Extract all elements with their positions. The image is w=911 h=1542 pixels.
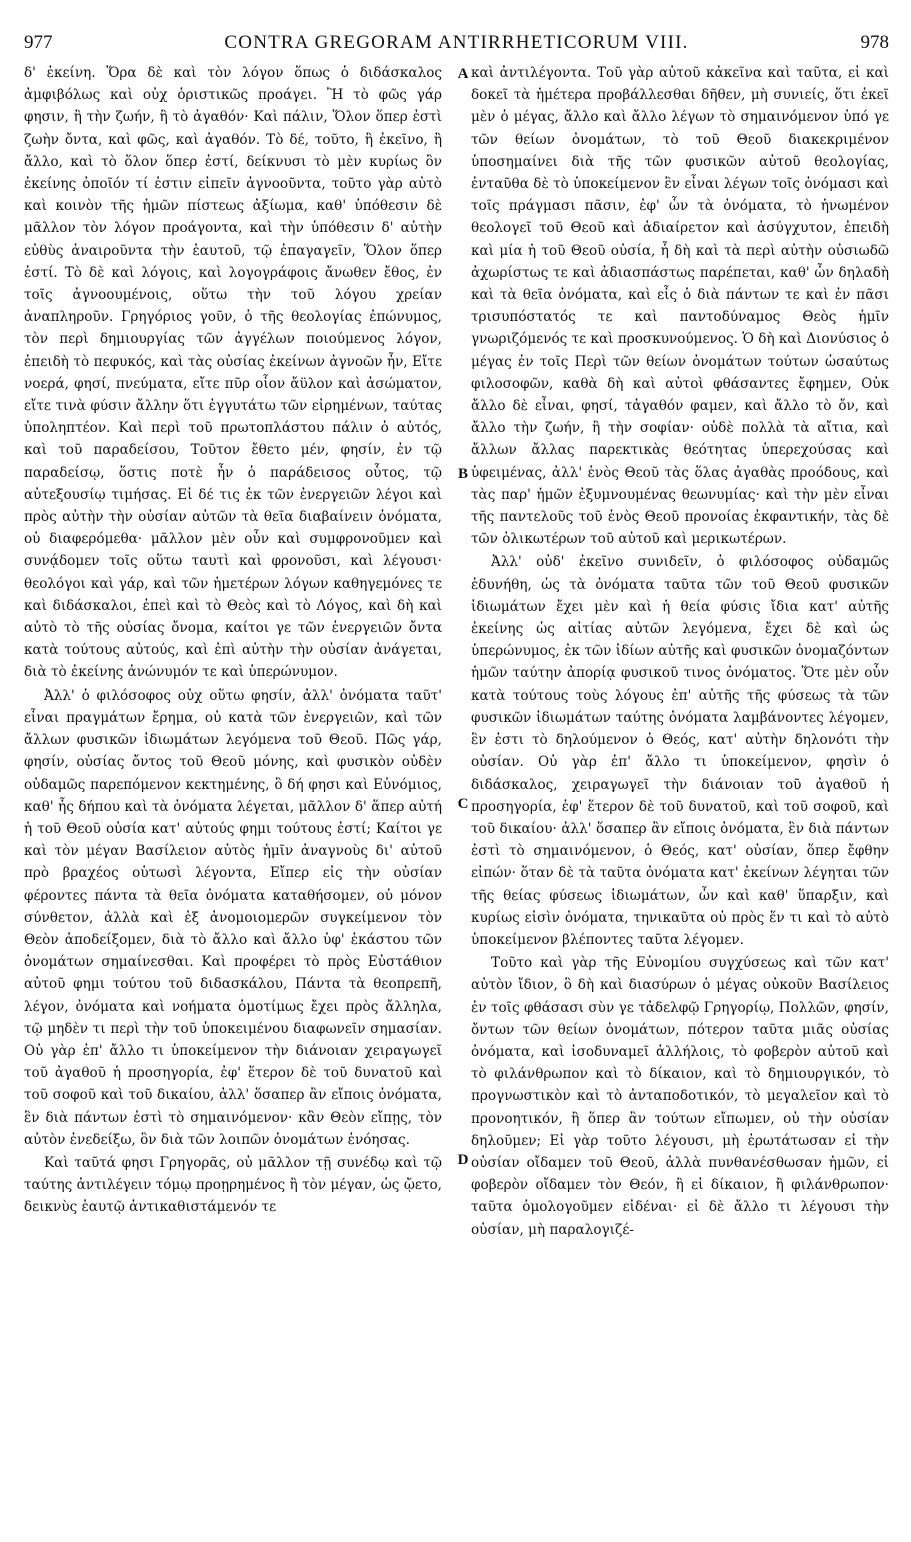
right-paragraph-1: καὶ ἀντιλέγοντα. Τοῦ γὰρ αὐτοῦ κἀκεῖνα καὶ ταῦτα, εἰ καὶ δοκεῖ τὰ ἡμέτερα προβάλλεσθαι δῆθεν, μὴ συνιείς, ὅτι ἐκεῖ μὲν ὁ μέγας, ἄλλο καὶ ἄλλο λέγων τὸ σημαινόμενον ὑπό γε τῶν θείων ὀνομάτων, τὸ τοῦ Θεοῦ διακεκριμένον ὑποσημαίνει διὰ τῆς τῶν φυσικῶν αὐτοῦ θεολογίας, ἐνταῦθα δὲ τὸ ὑποκείμενον ἓν εἶναι λέγων τοῖς ὀνόμασι καὶ τοῖς πράγμασι πᾶσιν, ἐφ' ὧν τὰ ὀνόματα, τὸ ἡνωμένον θεολογεῖ τοῦ Θεοῦ καὶ ἀδιαίρετον καὶ ἀσύγχυτον, ἐπειδὴ καὶ μία ἡ τοῦ Θεοῦ οὐσία, ἧ δὴ καὶ τὰ περὶ αὐτὴν οὐσιωδῶ ἀχωρίστως τε καὶ ἀδιασπάστως παρέπεται, καθ' ὧν δηλαδὴ καὶ τὰ θεῖα ὀνόματα, καὶ εἷς ὁ διὰ πάντων τε καὶ ἐν πᾶσι τρισυπόστατός τε καὶ παντοδύναμος Θεὸς ἡμῖν γνωριζόμενός τε καὶ προσκυνούμενος. Ὁ δὴ καὶ Διονύσιος ὁ μέγας ἐν τοῖς Περὶ τῶν θείων ὀνομάτων τούτων ὡσαύτως φιλοσοφῶν, καθὰ δὴ καὶ αὐτοὶ φθάσαντες ἔφημεν, Οὐκ ἄλλο δὲ εἶναι, φησί, τἀγαθόν φαμεν, καὶ ἄλλο τὸ ὄν, καὶ ἄλλο τὴν ζωήν, ἢ τὴν σοφίαν· οὐδὲ πολλὰ τὰ αἴτια, καὶ ἄλλων ἄλλας παρεκτικὰς θεότητας ὑπερεχούσας καὶ ὑφειμένας, ἀλλ' ἑνὸς Θεοῦ τὰς ὅλας ἀγαθὰς προόδους, καὶ τὰς παρ' ἡμῶν ἐξυμνουμένας θεωνυμίας· καὶ τὴν μὲν εἶναι τῆς παντελοῦς τοῦ ἑνὸς Θεοῦ προνοίας ἐκφαντικήν, τὰς δὲ τῶν ὁλικωτέρων τοῦ αὐτοῦ καὶ μερικωτέρων. bbox=[471, 65, 890, 548]
left-paragraph-3: Καὶ ταῦτά φησι Γρηγορᾶς, οὐ μᾶλλον τῇ συνέδῳ καὶ τῷ ταύτης ἀντιλέγειν τόμῳ προῃρημένος ἢ τὸν μέγαν, ὡς ᾤετο, δεικνὺς ἑαυτῷ ἀντικαθιστάμενόν τε bbox=[24, 1154, 442, 1216]
margin-letter-d: D bbox=[457, 1152, 469, 1168]
right-column bbox=[471, 62, 889, 1242]
right-paragraph-2: Ἀλλ' οὐδ' ἐκεῖνο συνιδεῖν, ὁ φιλόσοφος οὐδαμῶς ἐδυνήθη, ὡς τὰ ὀνόματα ταῦτα τῶν τοῦ Θεοῦ φυσικῶν ἰδιωμάτων ἔχει μὲν καὶ ἡ θεία φύσις ἴδια κατ' αὐτῆς ἐκείνης ὡς αἰτίας αὐτῶν λεγόμενα, ἔχει δὲ καὶ ὡς ὑπερώνυμος, ἐκ τῶν ἰδίων αὐτῆς καὶ φυσικῶν ὀνομαζόντων ἡμῶν ταύτην ἀπορίᾳ φυσικοῦ τινος ὀνόματος. Ὅτε μὲν οὖν κατὰ τούτους τοὺς λόγους ἐπ' αὐτῆς τῆς φύσεως τὰ τῶν φυσικῶν ἰδιωμάτων ταύτης ὀνόματα λαμβάνοντες λέγομεν, ἓν ἐστι τὸ δηλούμενον ὁ Θεός, κατ' αὐτὴν δηλονότι τὴν οὐσίαν. Οὐ γὰρ ἐπ' ἄλλο τι ὑποκείμενον, φησὶν ὁ διδάσκαλος, χειραγωγεῖ τὴν διάνοιαν τοῦ ἀγαθοῦ ἡ προσηγορία, ἐφ' ἕτερον δὲ τοῦ δυνατοῦ, καὶ τοῦ σοφοῦ, καὶ τοῦ δικαίου· ἀλλ' ὅσαπερ ἂν εἴποις ὀνόματα, ἓν διὰ πάντων ἐστὶ τὸ σημαινόμενον, ὁ Θεός, κατ' οὐσίαν, ὅπερ ἔφθην εἰπών· ὅταν δὲ τὰ ταῦτα ὀνόματα κατ' ἐκείνων λέγηται τῶν τῆς θείας φύσεως ἰδιωμάτων, ὧν καὶ καθ' ὕπαρξιν, καὶ κυρίως εἰσὶν ὀνόματα, τηνικαῦτα οὐ πρὸς ἕν τι καὶ τὸ αὐτὸ ὑποκείμενον βλέποντες ταῦτα λέγομεν. bbox=[471, 554, 889, 948]
left-paragraph-2: Ἀλλ' ὁ φιλόσοφος οὐχ οὕτω φησίν, ἀλλ' ὀνόματα ταῦτ' εἶναι πραγμάτων ἔρημα, οὐ κατὰ τῶν ἐνεργειῶν, καὶ τῶν ἄλλων φυσικῶν ἰδιωμάτων λεγόμενα τοῦ Θεοῦ. Πῶς γάρ, φησίν, οὐσίας ὄντος τοῦ Θεοῦ μόνης, καὶ φυσικὸν οὐδὲν οὐδαμῶς παρεπόμενον κεκτημένης, ὃ δή φησι καὶ Εὐνόμιος, καθ' ἧς δήπου καὶ τὰ ὀνόματα λέγεται, μᾶλλον δ' ἅπερ αὐτή ἡ τοῦ Θεοῦ οὐσία κατ' αὐτούς φημι τούτους ἐστί; Καίτοι γε καὶ τὸν μέγαν Βασίλειον αὐτὸς ἡμῖν ἀναγνοὺς δι' αὐτοῦ πρὸ βραχέος οὑτωσὶ λέγοντα, Εἴπερ εἰς τὴν οὐσίαν φέροντες πάντα τὰ θεῖα ὀνόματα καταθήσομεν, οὐ μόνον σύνθετον, ἀλλὰ καὶ ἐξ ἀνομοιομερῶν συγκείμενον τὸν Θεὸν ἀποδείξομεν, διὰ τὸ ἄλλο καὶ ἄλλο ὑφ' ἑκάστου τῶν ὀνομάτων σημαίνεσθαι. Καὶ προφέρει τὸ πρὸς Εὐστάθιον αὐτοῦ φημι τούτου τοῦ διδασκάλου, Πάντα τὰ θεοπρεπῆ, λέγον, ὀνόματα καὶ νοήματα ὁμοτίμως ἔχει πρὸς ἄλληλα, τῷ μηδὲν τι περὶ τὴν τοῦ ὑποκειμένου διαφωνεῖν σημασίαν. Οὐ γὰρ ἐπ' ἄλλο τι ὑποκείμενον τὴν διάνοιαν χειραγωγεῖ τοῦ ἀγαθοῦ ἡ προσηγορία, ἐφ' ἕτερον δὲ τοῦ δυνατοῦ καὶ τοῦ σοφοῦ καὶ τοῦ δικαίου, ἀλλ' ὅσαπερ ἂν εἴποις ὀνόματα, ἓν διὰ πάντων ἐστὶ τὸ σημαινόμενον· κἂν Θεὸν εἴπῃς, τὸν αὐτὸν ἐνεδείξω, ὃν διὰ τῶν λοιπῶν ὀνομάτων ἐνόησας. bbox=[24, 687, 442, 1148]
running-head bbox=[24, 26, 889, 60]
left-column bbox=[24, 62, 442, 1242]
page-number-left: 977 bbox=[24, 32, 53, 53]
page-number-right: 978 bbox=[860, 32, 889, 53]
left-paragraph-1: δ' ἐκείνη. Ὅρα δὲ καὶ τὸν λόγον ὅπως ὁ διδάσκαλος ἀμφιβόλως καὶ οὐχ ὁριστικῶς προάγει. Ἢ τὸ φῶς γάρ φησιν, ἢ τὴν ζωήν, ἢ τὸ ἀγαθόν· Καὶ πάλιν, Ὅλον ὅπερ ἐστὶ ζωὴν ὄντα, καὶ φῶς, καὶ ἀγαθόν. Τὸ δέ, τοῦτο, ἢ ἐκεῖνο, ἢ ἄλλο, καὶ τὸ ὅλον ὅπερ ἐστί, δείκνυσι τὸ μὲν κυρίως ὂν ἐκείνης ὁποῖόν τί ἐστιν εἰπεῖν ἀγνοοῦντα, τοῦτο γὰρ αὐτὸ καὶ κοινὸν τῆς ἡμῶν πίστεως ἀξίωμα, καθ' ὑπόθεσιν δὲ μᾶλλον τὸν λόγον προάγοντα, καὶ τὴν ὑπόθεσιν δ' αὐτὴν εὐθὺς ἀναιροῦντα τὴν ἑαυτοῦ, τῷ ἐπαγαγεῖν, Ὅλον ὅπερ ἐστί. Τὸ δὲ καὶ λόγοις, καὶ λογογράφοις ἄνωθεν ἔθος, ἐν τοῖς ἀγνοουμένοις, οὕτω τὴν τοῦ λόγου χρείαν ἀναπληροῦν. Γρηγόριος γοῦν, ὁ τῆς θεολογίας ἐπώνυμος, τὸν περὶ δημιουργίας τῶν ἀγγέλων ποιούμενος λόγον, ἐπειδὴ τὸ πεφυκός, καὶ τὰς οὐσίας ἐκείνων ἀγνοῶν ἦν, Εἴτε νοερά, φησί, πνεύματα, εἴτε πῦρ οἷον ἄϋλον καὶ ἀσώματον, εἴτε τινὰ φύσιν ἄλλην ὅτι ἐγγυτάτω τῶν εἰρημένων, ταύτας ὑποληπτέον. Καὶ περὶ τοῦ πρωτοπλάστου πάλιν ὁ αὐτός, καὶ τοῦ παραδείσου, Τοῦτον ἔθετο μέν, φησίν, ἐν τῷ παραδείσῳ, ὅστις ποτὲ ἦν ὁ παράδεισος οὗτος, τῷ αὐτεξουσίῳ τιμήσας. Εἰ δέ τις ἐκ τῶν ἐνεργειῶν λέγοι καὶ πρὸς αὐτὴν τὴν οὐσίαν αὐτῶν τὰ θεῖα διαβαίνειν ὀνόματα, οὐ διαφερόμεθα· μᾶλλον μὲν οὖν καὶ συμφρονοῦμεν καὶ συνᾴδομεν τοῖς οὕτω ταυτὶ καὶ φρονοῦσι, καὶ λέγουσι· θεολόγοι καὶ γάρ, καὶ τῶν ἡμετέρων λόγων καθηγεμόνες τε καὶ διδάσκαλοι, ἐπεὶ καὶ τὸ Θεὸς καὶ τὸ Λόγος, καὶ δὴ καὶ αὐτὸ τὸ τῆς οὐσίας ὄνομα, καίτοι γε τῶν ἐνεργειῶν ὄντα κατὰ τούτους αὐτούς, καὶ ἐπὶ αὐτὴν τὴν οὐσίαν ἀνάγεται, διὰ τὸ ἐκείνης ἀνώνυμόν τε καὶ ὑπερώνυμον. bbox=[24, 65, 442, 681]
running-title: CONTRA GREGORAM ANTIRRHETICORUM VIII. bbox=[224, 32, 689, 53]
text-columns bbox=[24, 62, 889, 1242]
margin-letter-b: B bbox=[457, 466, 468, 482]
margin-letter-c: C bbox=[457, 796, 469, 812]
margin-letter-a: A bbox=[457, 66, 469, 82]
margin-section-letters bbox=[452, 62, 474, 1542]
right-paragraph-3: Τοῦτο καὶ γὰρ τῆς Εὐνομίου συγχύσεως καὶ τῶν κατ' αὐτὸν ἴδιον, ὃ δὴ καὶ διασύρων ὁ μέγας οὐκοῦν Βασίλειος ἐν τοῖς φθάσασι σὺν γε τἀδελφῷ Γρηγορίῳ, Πολλῶν, φησίν, ὄντων τῶν θείων ὀνομάτων, πότερον ταῦτα μιᾶς οὐσίας ὀνόματα, καὶ ἰσοδυναμεῖ ἀλλήλοις, τὸ φοβερὸν αὐτοῦ καὶ τὸ φιλάνθρωπον καὶ τὸ δίκαιον, καὶ τὸ δημιουργικόν, τὸ προγνωστικὸν καὶ τὸ ἀνταποδοτικόν, τὸ μεγαλεῖον καὶ τὸ προνοητικόν, ἢ ὅπερ ἂν τούτων εἴπωμεν, οὐ τὴν οὐσίαν δηλοῦμεν; Εἰ γὰρ τοῦτο λέγουσι, μὴ ἐρωτάτωσαν εἰ τὴν οὐσίαν οἴδαμεν τοῦ Θεοῦ, ἀλλὰ πυνθανέσθωσαν ἡμῶν, εἰ φοβερὸν οἴδαμεν τὸν Θεόν, ἢ εἰ δίκαιον, ἢ φιλάνθρωπον· ταῦτα ὁμολογοῦμεν εἰδέναι· εἰ δὲ ἄλλο τι λέγουσι τὴν οὐσίαν, μὴ παραλογιζέ- bbox=[471, 955, 889, 1238]
